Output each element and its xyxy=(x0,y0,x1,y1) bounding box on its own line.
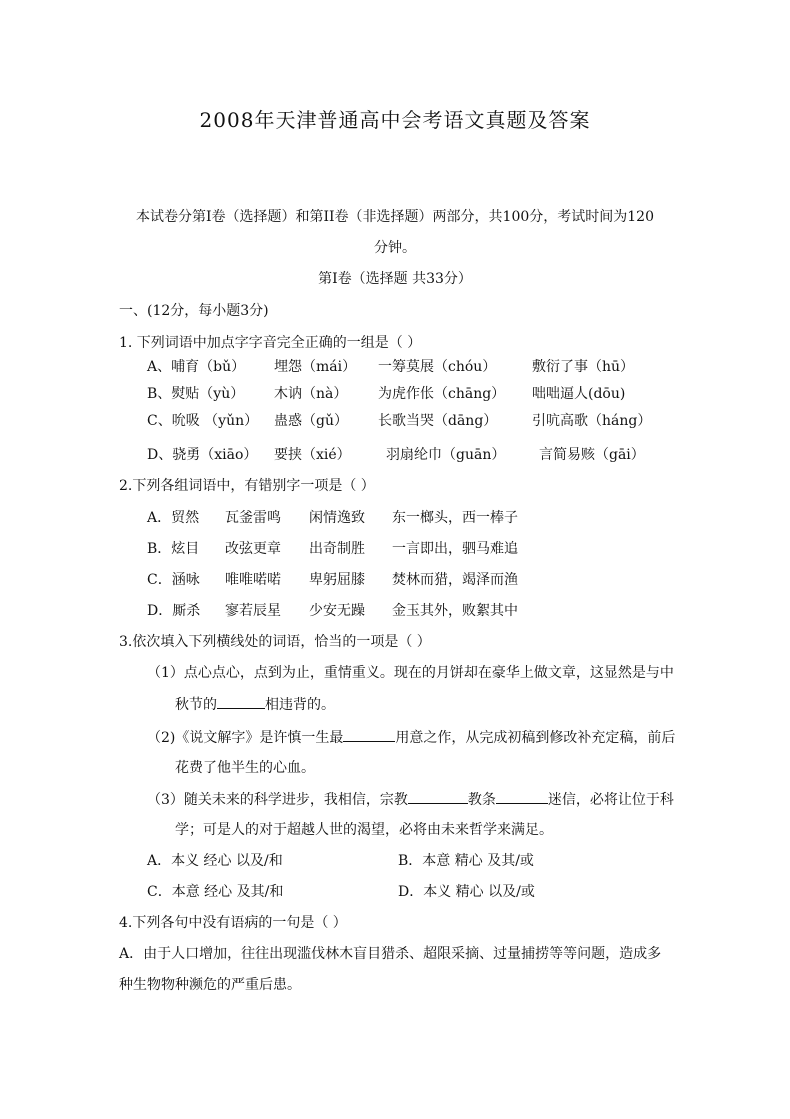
q1-option-cell: 羽扇纶巾（guān） xyxy=(386,447,506,463)
intro-line-2: 分钟。 xyxy=(374,240,416,256)
q3-sentence-2b: 花费了他半生的心血。 xyxy=(175,760,315,776)
q1-option-cell: B、熨贴（yù） xyxy=(147,386,245,402)
q1-stem: 1. 下列词语中加点字字音完全正确的一组是（ ） xyxy=(119,335,422,351)
q2-option-cell: 寥若辰星 xyxy=(225,603,281,619)
q3-sentence-2a xyxy=(147,727,675,748)
intro-line-1: 本试卷分第Ⅰ卷（选择题）和第II卷（非选择题）两部分，共100分，考试时间为120 xyxy=(135,209,655,225)
q1-option-cell: 木讷（nà） xyxy=(274,386,348,402)
q2-option-cell: 一言即出，驷马难追 xyxy=(392,541,518,557)
q3-text: 迷信，必将让位于科 xyxy=(547,792,674,808)
q2-option-cell: 改弦更章 xyxy=(225,541,281,557)
q1-option-cell: 蛊惑（gǔ） xyxy=(274,413,348,429)
q3-sentence-1a: （1）点心点心，点到为止，重情重义。现在的月饼却在豪华上做文章，这显然是与中 xyxy=(147,665,674,681)
q3-option-cell: D．本义 精心 以及/或 xyxy=(398,884,535,900)
q3-sentence-3a xyxy=(147,789,674,810)
q1-option-cell: 敷衍了事（hū） xyxy=(532,359,635,375)
q1-option-cell: 咄咄逼人(dōu) xyxy=(532,386,626,402)
q2-option-cell: 闲情逸致 xyxy=(309,510,365,526)
q4-option-a-line-2: 种生物物种濒危的严重后患。 xyxy=(119,977,301,993)
q2-option-cell: 出奇制胜 xyxy=(309,541,365,557)
q1-option-cell: C、吮吸 （yǔn） xyxy=(147,413,259,429)
q2-stem: 2.下列各组词语中，有错别字一项是（ ） xyxy=(119,478,375,494)
q3-text: 秋节的 xyxy=(175,697,217,713)
q3-sentence-1b xyxy=(175,694,335,715)
q3-text: 用意之作，从完成初稿到修改补充定稿，前后 xyxy=(395,730,676,746)
q3-option-cell: C．本意 经心 及其/和 xyxy=(147,884,284,900)
q1-option-cell: D、骁勇（xiāo） xyxy=(147,447,258,463)
q3-text: （2)《说文解字》是许慎一生最 xyxy=(147,730,344,746)
q3-stem: 3.依次填入下列横线处的词语，恰当的一项是（ ） xyxy=(119,634,431,650)
part-heading: 一、(12分，每小题3分) xyxy=(119,303,269,319)
q2-option-cell: A．贸然 xyxy=(147,510,200,526)
q3-option-cell: B．本意 精心 及其/或 xyxy=(398,853,534,869)
fill-blank xyxy=(217,694,265,709)
q1-option-cell: 为虎作伥（chāng） xyxy=(378,386,506,402)
q3-text: 相违背的。 xyxy=(265,697,335,713)
q2-option-cell: 东一榔头，西一棒子 xyxy=(392,510,518,526)
q2-option-cell: 少安无躁 xyxy=(309,603,365,619)
q2-option-cell: 焚林而猎，竭泽而渔 xyxy=(392,572,518,588)
page-title: 2008年天津普通高中会考语文真题及答案 xyxy=(199,108,591,132)
q1-option-cell: 引吭高歌（háng） xyxy=(532,413,652,429)
q3-text: （3）随关未来的科学进步，我相信，宗教 xyxy=(147,792,408,808)
q2-option-cell: D．厮杀 xyxy=(147,603,201,619)
q2-option-cell: 瓦釜雷鸣 xyxy=(225,510,281,526)
fill-blank xyxy=(343,727,395,742)
q4-stem: 4.下列各句中没有语病的一句是（ ） xyxy=(119,915,347,931)
fill-blank xyxy=(496,789,548,804)
q2-option-cell: B．炫目 xyxy=(147,541,200,557)
q2-option-cell: 金玉其外，败絮其中 xyxy=(392,603,518,619)
q1-option-cell: 一筹莫展（chóu） xyxy=(378,359,497,375)
q2-option-cell: C．涵咏 xyxy=(147,572,200,588)
q2-option-cell: 卑躬屈膝 xyxy=(309,572,365,588)
fill-blank xyxy=(408,789,468,804)
q1-option-cell: 要挟（xié） xyxy=(274,447,351,463)
section-heading: 第Ⅰ卷（选择题 共33分） xyxy=(318,271,472,287)
q1-option-cell: A、哺育（bǔ） xyxy=(147,359,246,375)
q4-option-a-line-1: A．由于人口增加，往往出现滥伐林木盲目猎杀、超限采摘、过量捕捞等等问题，造成多 xyxy=(119,946,662,962)
q3-sentence-3b: 学；可是人的对于超越人世的渴望，必将由未来哲学来满足。 xyxy=(175,822,553,838)
q3-option-cell: A．本义 经心 以及/和 xyxy=(147,853,283,869)
q1-option-cell: 长歌当哭（dāng） xyxy=(378,413,498,429)
q2-option-cell: 唯唯喏喏 xyxy=(225,572,281,588)
q1-option-cell: 言简易赅（gāi） xyxy=(539,447,645,463)
q3-text: 教条 xyxy=(467,792,496,808)
q1-option-cell: 埋怨（mái） xyxy=(274,359,357,375)
